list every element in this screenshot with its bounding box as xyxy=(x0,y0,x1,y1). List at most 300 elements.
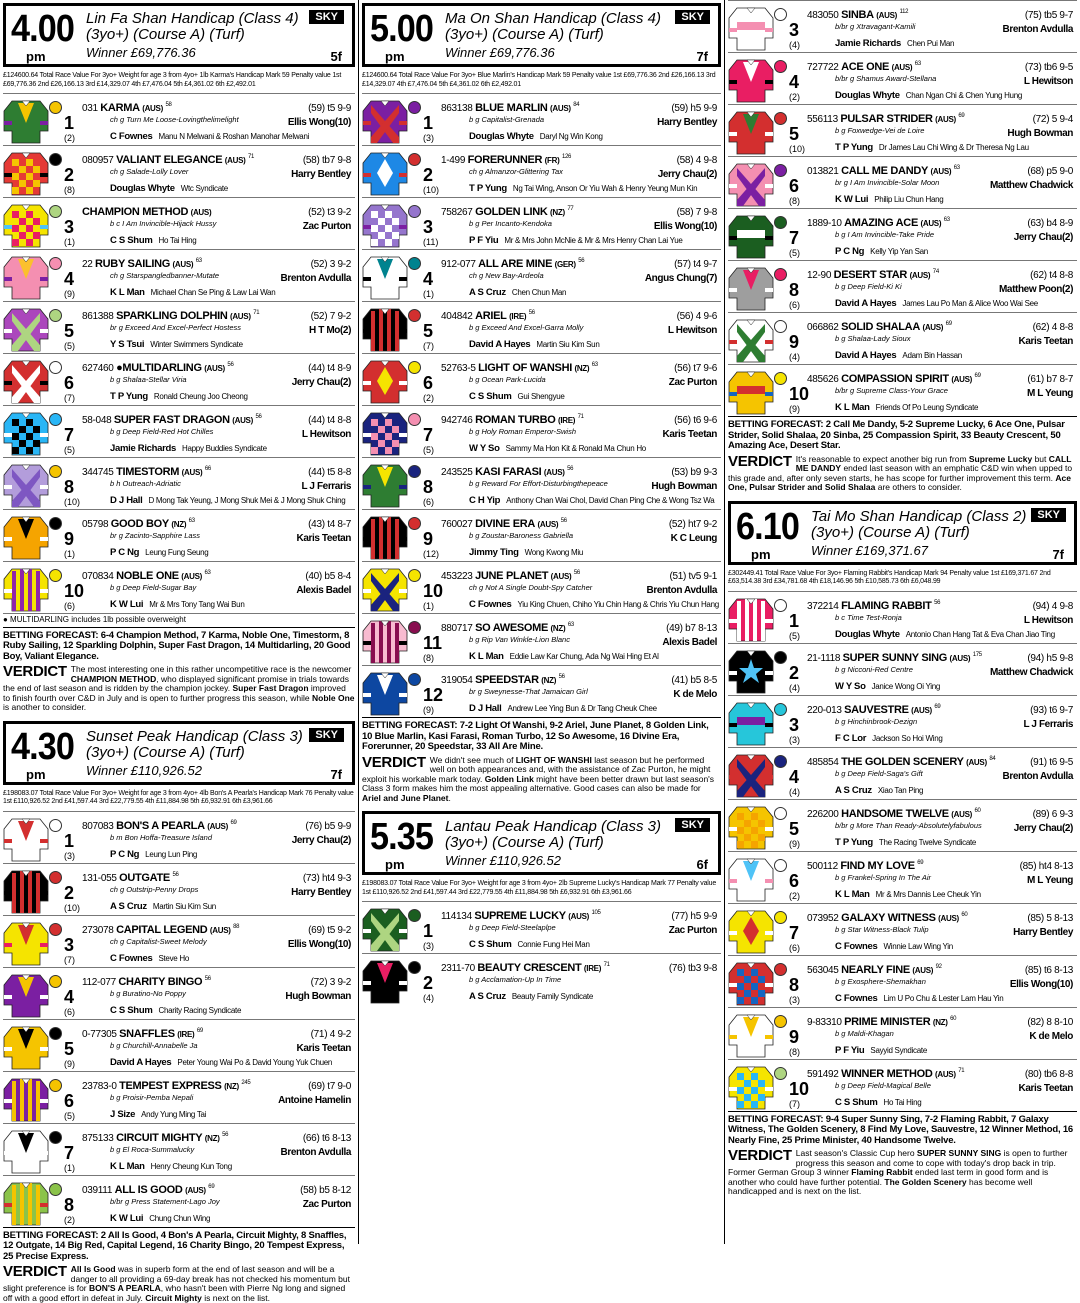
stall-draw: (6) xyxy=(423,497,434,507)
runner-form-and-name xyxy=(807,704,940,716)
horse-name: SUPER SUNNY SING xyxy=(842,651,948,664)
jockey-silks-icon xyxy=(729,803,773,849)
trainer-and-owner xyxy=(110,496,345,507)
runner-form-and-name xyxy=(807,1016,956,1028)
jockey-name: Brenton Avdulla xyxy=(280,1146,351,1158)
verdict-text: might have been better drawn but last season's Class 3 form makes him the most appealing alternative. Good cases can also be made for xyxy=(362,773,715,793)
form-figures: 727722 xyxy=(807,62,839,73)
jockey-silks-icon xyxy=(729,699,773,745)
jockey-name: K de Melo xyxy=(1029,1030,1073,1042)
jockey-name: Jerry Chau(2) xyxy=(1013,822,1073,834)
breeding: b g Exosphere-Shemakhan xyxy=(835,976,926,986)
horse-name: OUTGATE xyxy=(119,871,170,884)
jockey-cap-icon xyxy=(774,320,787,333)
tv-channel-badge: SKY xyxy=(675,10,710,24)
stall-draw: (7) xyxy=(64,393,75,403)
stall-draw: (9) xyxy=(423,705,434,715)
runner-row xyxy=(3,1123,355,1175)
horse-name: CALL ME DANDY xyxy=(841,165,929,177)
jockey-silks-icon xyxy=(363,357,407,403)
race-time: 4.00 xyxy=(11,8,74,50)
horse-nationality: (IRE) xyxy=(583,964,602,973)
rating-age-weight: (76) tb3 9-8 xyxy=(668,963,717,974)
jockey-name: L J Ferraris xyxy=(301,481,351,492)
jockey-cap-icon xyxy=(408,205,421,218)
trainer-and-owner xyxy=(835,630,1055,641)
jockey-name: Ellis Wong(10) xyxy=(287,117,351,128)
jockey-name: L Hewitson xyxy=(1023,76,1073,87)
horse-nationality: (AUS) xyxy=(190,208,212,217)
jockey-cap-icon xyxy=(774,164,787,177)
trainer-name: J Size xyxy=(110,1108,136,1120)
horse-nationality: (AUS) xyxy=(204,364,225,373)
jockey-cap-icon xyxy=(49,205,62,218)
jockey-silks-icon xyxy=(363,409,407,455)
runner-row xyxy=(728,1059,1077,1111)
runner-form-and-name xyxy=(82,820,237,832)
verdict-text: is open to further progress this season and come to cope with today's drop back in trip. Former German Group 3 winner xyxy=(728,1148,1068,1177)
breeding: b g Deep Field-Steelaplpe xyxy=(469,923,556,932)
race-name: Lantau Peak Handicap (Class 3) xyxy=(445,818,661,835)
stall-draw: (12) xyxy=(423,549,440,559)
form-figures: 1-499 xyxy=(441,155,466,166)
form-figures: 220-013 xyxy=(807,704,842,716)
days-since-run: 63 xyxy=(914,61,921,67)
form-figures: 243525 xyxy=(441,467,473,478)
stall-draw: (6) xyxy=(789,942,800,953)
runner-row xyxy=(362,405,721,457)
runner-form-and-name xyxy=(82,518,195,530)
saddle-number: 6 xyxy=(789,870,800,891)
jockey-silks-icon xyxy=(363,201,407,247)
horse-name: SNAFFLES xyxy=(119,1027,175,1040)
saddle-number: 5 xyxy=(789,818,800,839)
breeding: b g Exceed And Excel-Garra Molly xyxy=(469,323,584,332)
breeding: b g Churchill-Annabelle Ja xyxy=(110,1040,198,1050)
rating-age-weight: (56) 4 9-6 xyxy=(676,311,717,322)
horse-name: HANDSOME TWELVE xyxy=(841,807,949,820)
rating-age-weight: (63) b4 8-9 xyxy=(1027,218,1073,229)
runner-row xyxy=(728,52,1077,104)
jockey-cap-icon xyxy=(49,309,62,322)
runner-form-and-name xyxy=(441,206,573,218)
verdict-text: Super Fast Dragon xyxy=(232,683,309,694)
jockey-silks-icon xyxy=(4,1023,48,1069)
trainer-name: K L Man xyxy=(835,888,870,900)
jockey-cap-icon xyxy=(774,1067,787,1080)
race-name: Tai Mo Shan Handicap (Class 2) xyxy=(811,507,1027,525)
breeding: b g Proisir-Pemba Nepali xyxy=(110,1092,194,1102)
jockey-cap-icon xyxy=(49,1079,62,1092)
verdict-text: The Golden Scenery xyxy=(884,1176,967,1187)
prize-breakdown: £124600.64 Total Race Value For 3yo+ Blue Marlin's Handicap Mark 59 Penalty value 1st £69,776.36 2nd £26,166.13 3rd £14,329.07 4th £7,476.04 5th £4,361.02 6th £2,492.01 xyxy=(362,72,716,88)
runner-row xyxy=(362,901,721,953)
runner-row xyxy=(3,405,355,457)
saddle-number: 6 xyxy=(423,373,434,393)
breeding: b/br g Xtravagant-Kamili xyxy=(835,22,916,31)
trainer-name: P F Yiu xyxy=(469,235,499,246)
trainer-name: Douglas Whyte xyxy=(835,90,900,101)
trainer-name: A S Cruz xyxy=(469,991,506,1002)
verdict-text: improved to finish fourth over C&D in July and is open to further progress this season, while xyxy=(3,683,346,703)
trainer-name: C Fownes xyxy=(469,599,512,610)
verdict-label: VERDICT xyxy=(362,753,426,771)
horse-nationality: (AUS) xyxy=(229,312,251,321)
trainer-name: T P Yung xyxy=(835,142,873,153)
race-title xyxy=(86,729,303,761)
days-since-run: 56 xyxy=(528,310,535,316)
saddle-number: 7 xyxy=(423,425,434,445)
owner-name: Steve Ho xyxy=(158,953,189,963)
trainer-name: P C Ng xyxy=(835,246,865,257)
form-figures: 52763-5 xyxy=(441,363,476,374)
owner-name: The Racing Twelve Syndicate xyxy=(878,837,977,847)
runner-form-and-name xyxy=(807,217,950,229)
owner-name: Michael Chan Se Ping & Law Lai Wan xyxy=(150,288,276,297)
stall-draw: (4) xyxy=(789,786,800,797)
jockey-name: Zac Purton xyxy=(302,221,351,232)
saddle-number: 6 xyxy=(789,176,800,196)
saddle-number: 10 xyxy=(789,384,810,404)
race-time-suffix: pm xyxy=(26,766,46,782)
trainer-name: David A Hayes xyxy=(110,1056,172,1068)
days-since-run: 56 xyxy=(573,570,580,576)
saddle-number: 8 xyxy=(789,974,800,995)
tv-channel-badge: SKY xyxy=(309,10,344,24)
horse-name: GALAXY WITNESS xyxy=(841,911,936,924)
runner-form-and-name xyxy=(441,570,580,582)
owner-name: Sayyid Syndicate xyxy=(870,1045,927,1055)
race-distance: 7f xyxy=(1052,546,1064,562)
jockey-silks-icon xyxy=(4,409,48,455)
verdict-text: LIGHT OF WANSHI xyxy=(515,754,592,765)
stall-draw: (5) xyxy=(789,248,800,258)
runner-row xyxy=(362,953,721,1005)
days-since-run: 71 xyxy=(958,1067,965,1074)
rating-age-weight: (41) b5 8-5 xyxy=(671,675,717,686)
jockey-silks-icon xyxy=(729,647,773,693)
form-figures: 1889-10 xyxy=(807,218,842,229)
jockey-cap-icon xyxy=(774,268,787,281)
form-figures: 073952 xyxy=(807,912,839,924)
runner-form-and-name xyxy=(82,414,262,426)
stall-draw: (5) xyxy=(64,1110,75,1121)
trainer-name: C S Shum xyxy=(110,1004,153,1016)
runner-form-and-name xyxy=(441,258,584,270)
verdict-text: . xyxy=(448,792,451,803)
jockey-name: L Hewitson xyxy=(301,429,351,440)
jockey-name: Hugh Bowman xyxy=(651,481,717,492)
verdict-text: It's reasonable to expect another big run from xyxy=(795,453,969,464)
breeding: ch g Almanzor-Glittering Tax xyxy=(469,167,563,176)
breeding: b g Buratino-No Poppy xyxy=(110,988,186,998)
horse-name: FORERUNNER xyxy=(467,154,543,166)
runner-form-and-name xyxy=(441,622,574,634)
breeding: br g Sweynesse-That Jamaican Girl xyxy=(469,687,588,696)
overweight-note: ● MULTIDARLING includes 1lb possible overweight xyxy=(3,613,355,627)
race-distance: 7f xyxy=(696,49,708,64)
horse-nationality: (AUS) xyxy=(951,375,973,384)
jockey-cap-icon xyxy=(774,651,787,664)
breeding: b g Star Witness-Black Tulip xyxy=(835,924,929,934)
tv-channel-badge: SKY xyxy=(1031,508,1066,522)
horse-nationality: (AUS) xyxy=(935,115,956,124)
runner-row xyxy=(3,1175,355,1227)
race-conditions: (3yo+) (Course A) (Turf) xyxy=(811,523,970,541)
horse-name: AMAZING ACE xyxy=(844,217,918,229)
trainer-name: W Y So xyxy=(469,443,500,454)
horse-name: GOLDEN LINK xyxy=(475,206,548,218)
verdict-text: Ace One, Pulsar Strider and Solid Shalaa xyxy=(728,472,1071,492)
horse-nationality: (AUS) xyxy=(934,1069,956,1079)
days-since-run: 56 xyxy=(934,599,941,606)
stall-draw: (8) xyxy=(789,196,800,206)
horse-name: BON'S A PEARLA xyxy=(116,819,205,832)
jockey-cap-icon xyxy=(49,517,62,530)
runner-row xyxy=(3,811,355,863)
stall-draw: (4) xyxy=(423,993,434,1003)
breeding: br g Zacinto-Sapphire Lass xyxy=(110,531,201,540)
runner-form-and-name xyxy=(807,860,923,872)
horse-nationality: (AUS) xyxy=(938,913,959,923)
horse-nationality: (GER) xyxy=(554,260,576,269)
trainer-and-owner xyxy=(110,236,196,247)
owner-name: Ho Tai Hing xyxy=(883,1097,922,1107)
jockey-cap-icon xyxy=(408,517,421,530)
trainer-and-owner xyxy=(110,954,189,965)
saddle-number: 8 xyxy=(789,280,800,300)
jockey-name: Ellis Wong(10) xyxy=(653,221,717,232)
race-distance: 5f xyxy=(330,49,342,64)
trainer-name: A S Cruz xyxy=(110,900,147,912)
trainer-and-owner xyxy=(835,351,962,362)
days-since-run: 71 xyxy=(253,310,260,316)
runner-row xyxy=(728,156,1077,208)
race-title xyxy=(811,509,1026,541)
days-since-run: 69 xyxy=(974,373,981,379)
trainer-and-owner xyxy=(110,132,309,143)
horse-nationality: (AUS) xyxy=(181,468,203,477)
horse-name: LIGHT OF WANSHI xyxy=(478,362,572,374)
rating-age-weight: (59) t5 9-9 xyxy=(308,103,351,114)
runner-row xyxy=(362,665,721,717)
form-figures: 013821 xyxy=(807,166,839,177)
form-figures: 05798 xyxy=(82,519,109,530)
jockey-silks-icon xyxy=(363,253,407,299)
owner-name: Dr James Lau Chi Wing & Dr Theresa Ng Lau xyxy=(878,143,1029,152)
trainer-name: K L Man xyxy=(835,402,870,413)
stall-draw: (10) xyxy=(423,185,440,195)
jockey-cap-icon xyxy=(408,621,421,634)
jockey-name: L Hewitson xyxy=(1023,614,1073,626)
runner-row xyxy=(728,1007,1077,1059)
runner-form-and-name xyxy=(807,269,939,281)
owner-name: Jackson So Hoi Wing xyxy=(872,733,943,743)
stall-draw: (10) xyxy=(789,144,806,154)
breeding: b g Zoustar-Baroness Gabriella xyxy=(469,531,574,540)
form-figures: 563045 xyxy=(807,964,839,976)
race-time-suffix: pm xyxy=(26,49,46,64)
rating-age-weight: (85) t6 8-13 xyxy=(1024,964,1073,976)
runner-row xyxy=(3,197,355,249)
race-time-suffix: pm xyxy=(385,857,405,872)
jockey-cap-icon xyxy=(49,569,62,582)
runner-row xyxy=(728,851,1077,903)
saddle-number: 1 xyxy=(423,113,434,133)
race-conditions: (3yo+) (Course A) (Turf) xyxy=(445,26,604,43)
saddle-number: 1 xyxy=(423,921,434,941)
trainer-name: Douglas Whyte xyxy=(835,628,900,640)
verdict-paragraph xyxy=(3,665,355,713)
rating-age-weight: (59) h5 9-9 xyxy=(671,103,717,114)
runner-form-and-name xyxy=(82,1028,203,1040)
horse-nationality: (IRE) xyxy=(509,312,527,321)
saddle-number: 1 xyxy=(789,610,800,631)
verdict-text: Golden Link xyxy=(484,773,534,784)
days-since-run: 77 xyxy=(567,206,574,212)
jockey-silks-icon xyxy=(363,149,407,195)
verdict-paragraph xyxy=(728,1149,1077,1197)
days-since-run: 56 xyxy=(558,674,565,680)
horse-name: ARIEL xyxy=(475,310,507,322)
owner-name: Wong Kwong Miu xyxy=(524,548,583,557)
horse-nationality: (NZ) xyxy=(932,1017,948,1027)
horse-nationality: (NZ) xyxy=(550,208,565,217)
jockey-name: Hugh Bowman xyxy=(1007,128,1073,139)
breeding: b g Deep Field-Saga's Gift xyxy=(835,768,923,778)
form-figures: 758267 xyxy=(441,207,473,218)
saddle-number: 8 xyxy=(64,1194,75,1215)
runner-form-and-name xyxy=(82,1184,214,1196)
rating-age-weight: (44) t5 8-8 xyxy=(308,467,351,478)
breeding: b g Shalaa-Stellar Viria xyxy=(110,375,187,384)
rating-age-weight: (52) ht7 9-2 xyxy=(668,519,717,530)
trainer-name: K W Lui xyxy=(110,599,144,610)
trainer-and-owner xyxy=(469,992,593,1003)
rating-age-weight: (69) t5 9-2 xyxy=(308,924,351,936)
jockey-name: Angus Chung(7) xyxy=(644,273,717,284)
race-distance: 7f xyxy=(330,766,342,782)
stall-draw: (3) xyxy=(423,133,434,143)
runner-row xyxy=(728,695,1077,747)
form-figures: 58-048 xyxy=(82,415,112,426)
breeding: ch g Turn Me Loose-Lovingthelimelight xyxy=(110,115,239,124)
trainer-and-owner xyxy=(835,994,1003,1005)
horse-name: SPARKLING DOLPHIN xyxy=(116,310,228,322)
verdict-label: VERDICT xyxy=(728,1147,792,1164)
jockey-name: Brenton Avdulla xyxy=(646,585,717,596)
stall-draw: (4) xyxy=(789,352,800,362)
runner-row xyxy=(3,353,355,405)
jockey-name: Antoine Hamelin xyxy=(278,1094,351,1106)
jockey-name: Karis Teetan xyxy=(1018,1082,1073,1094)
breeding: b g Shalaa-Lady Sioux xyxy=(835,334,911,343)
rating-age-weight: (93) t6 9-7 xyxy=(1030,704,1073,716)
days-since-run: 63 xyxy=(567,622,574,628)
race-name: Sunset Peak Handicap (Class 3) xyxy=(86,727,303,745)
jockey-name: Zac Purton xyxy=(668,377,717,388)
verdict-text: SUPER SUNNY SING xyxy=(916,1148,1002,1158)
horse-name: FLAMING RABBIT xyxy=(841,599,932,612)
horse-name: KASI FARASI xyxy=(475,466,542,478)
verdict-text: ended last term in good form and is another who could have further potential. xyxy=(728,1167,1049,1187)
saddle-number: 5 xyxy=(423,321,434,341)
saddle-number: 11 xyxy=(423,633,443,653)
jockey-cap-icon xyxy=(49,101,62,114)
race-header-5.35 xyxy=(362,811,721,875)
breeding: b g Holy Roman Emperor-Swish xyxy=(469,427,576,436)
stall-draw: (6) xyxy=(789,300,800,310)
jockey-name: Jerry Chau(2) xyxy=(291,377,351,388)
jockey-name: Matthew Chadwick xyxy=(989,666,1073,678)
horse-nationality: (AUS) xyxy=(911,705,932,715)
jockey-name: Harry Bentley xyxy=(291,886,351,898)
runner-row xyxy=(3,145,355,197)
breeding: ch g Not A Single Doubt-Spy Catcher xyxy=(469,583,593,592)
rating-age-weight: (77) h5 9-9 xyxy=(671,911,717,922)
rating-age-weight: (52) t3 9-2 xyxy=(308,207,351,218)
jockey-cap-icon xyxy=(408,673,421,686)
breeding: b/br g Press Statement-Lago Joy xyxy=(110,1196,220,1206)
runner-row xyxy=(728,260,1077,312)
tv-channel-badge: SKY xyxy=(675,818,710,832)
runner-row xyxy=(728,364,1077,416)
rating-age-weight: (66) t6 8-13 xyxy=(302,1132,351,1144)
horse-name: CHAMPION METHOD xyxy=(82,206,189,218)
trainer-and-owner xyxy=(469,184,697,195)
stall-draw: (5) xyxy=(64,445,75,455)
owner-name: Anthony Chan Wai Chol, David Chan Ping Che & Wong Tsz Wa xyxy=(506,496,715,505)
owner-name: Leung Lun Ping xyxy=(145,849,198,859)
owner-name: Wtc Syndicate xyxy=(180,184,228,193)
trainer-and-owner xyxy=(469,652,659,663)
verdict-paragraph xyxy=(362,753,721,804)
jockey-silks-icon xyxy=(729,855,773,901)
stall-draw: (2) xyxy=(789,92,800,102)
trainer-and-owner xyxy=(110,1058,332,1069)
trainer-and-owner xyxy=(469,132,603,143)
saddle-number: 10 xyxy=(789,1078,810,1099)
jockey-name: Ellis Wong(10) xyxy=(1009,978,1073,990)
runner-form-and-name xyxy=(807,61,921,73)
horse-nationality: (FR) xyxy=(544,156,560,165)
rating-age-weight: (58) b5 8-12 xyxy=(300,1184,351,1196)
jockey-cap-icon xyxy=(774,60,787,73)
race-time-suffix: pm xyxy=(751,546,771,562)
trainer-and-owner xyxy=(835,1098,921,1109)
jockey-cap-icon xyxy=(49,465,62,478)
horse-nationality: (AUS) xyxy=(543,468,565,477)
days-since-run: 60 xyxy=(950,1015,957,1022)
trainer-name: C S Shum xyxy=(110,235,153,246)
runner-form-and-name xyxy=(441,414,584,426)
trainer-name: Jimmy Ting xyxy=(469,547,519,558)
days-since-run: 84 xyxy=(989,755,996,762)
trainer-name: Douglas Whyte xyxy=(110,183,175,194)
jockey-silks-icon xyxy=(729,907,773,953)
jockey-silks-icon xyxy=(4,1075,48,1121)
saddle-number: 1 xyxy=(64,830,75,851)
runner-form-and-name xyxy=(82,310,259,322)
stall-draw: (7) xyxy=(789,1098,800,1109)
horse-nationality: (IRE) xyxy=(557,416,576,425)
owner-name: Lim U Po Chu & Lester Lam Hau Yin xyxy=(883,993,1004,1003)
jockey-silks-icon xyxy=(4,815,48,861)
jockey-cap-icon xyxy=(408,257,421,270)
jockey-name: Harry Bentley xyxy=(291,169,351,180)
form-figures: 880717 xyxy=(441,623,473,634)
horse-nationality: (AUS) xyxy=(142,104,163,113)
